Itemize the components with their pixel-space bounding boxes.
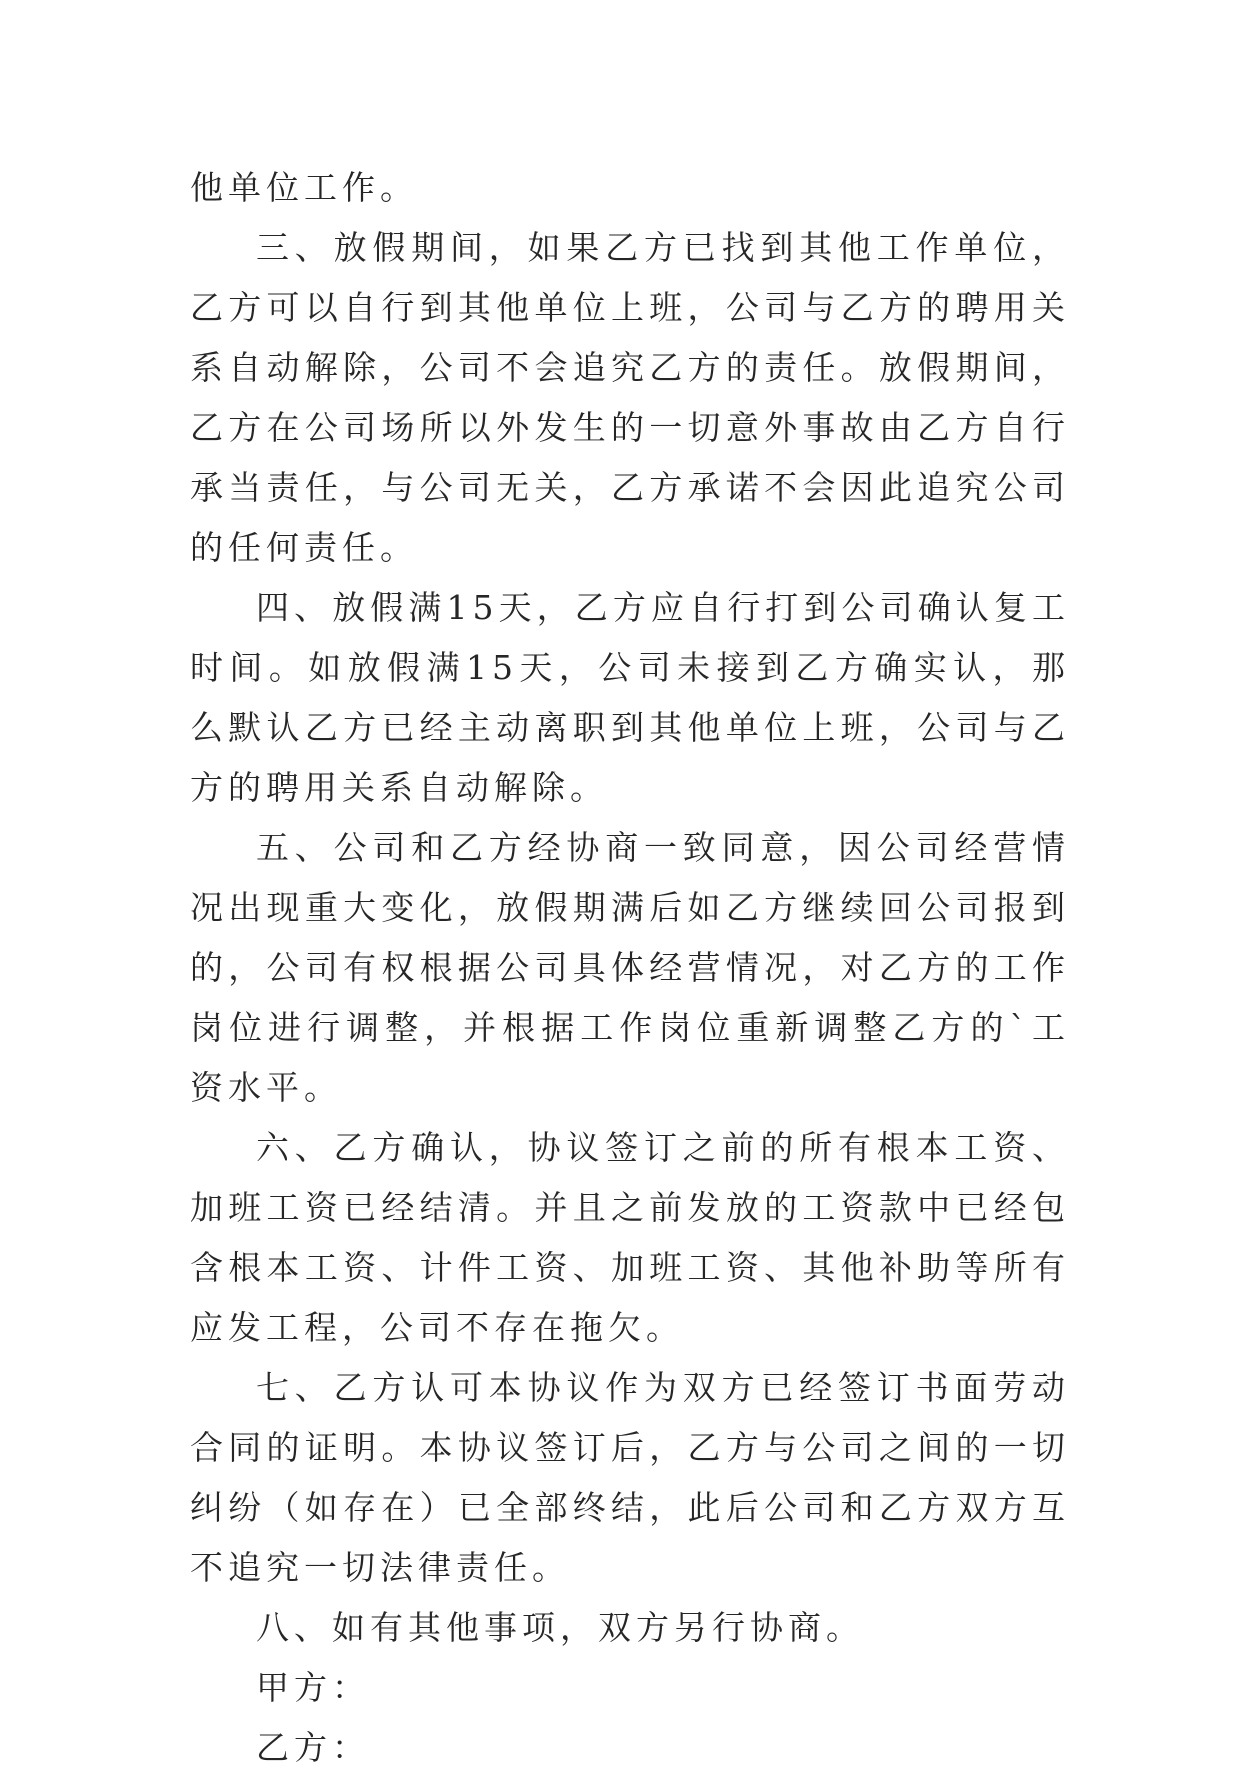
party-b-signature-line: 乙方： — [256, 1728, 370, 1767]
paragraph-continuation: 他单位工作。 — [190, 168, 418, 207]
party-a-signature-line: 甲方： — [256, 1668, 370, 1707]
paragraph-clause-4: 四、放假满15天，乙方应自行打到公司确认复工时间。如放假满15天，公司未接到乙方确实认，那么默认乙方已经主动离职到其他单位上班，公司与乙方的聘用关系自动解除。 — [190, 588, 1070, 807]
paragraph-clause-6: 六、乙方确认，协议签订之前的所有根本工资、加班工资已经结清。并且之前发放的工资款中已经包含根本工资、计件工资、加班工资、其他补助等所有应发工程，公司不存在拖欠。 — [190, 1128, 1070, 1347]
paragraph-clause-8: 八、如有其他事项，双方另行协商。 — [256, 1608, 864, 1647]
document-body — [190, 158, 1070, 1778]
paragraph-clause-3: 三、放假期间，如果乙方已找到其他工作单位，乙方可以自行到其他单位上班，公司与乙方的聘用关系自动解除，公司不会追究乙方的责任。放假期间，乙方在公司场所以外发生的一切意外事故由乙方自行承当责任，与公司无关，乙方承诺不会因此追究公司的任何责任。 — [190, 228, 1070, 567]
paragraph-clause-7: 七、乙方认可本协议作为双方已经签订书面劳动合同的证明。本协议签订后，乙方与公司之间的一切纠纷（如存在）已全部终结，此后公司和乙方双方互不追究一切法律责任。 — [190, 1368, 1070, 1587]
paragraph-clause-5: 五、公司和乙方经协商一致同意，因公司经营情况出现重大变化，放假期满后如乙方继续回公司报到的，公司有权根据公司具体经营情况，对乙方的工作岗位进行调整，并根据工作岗位重新调整乙方的`工资水平。 — [190, 828, 1070, 1107]
